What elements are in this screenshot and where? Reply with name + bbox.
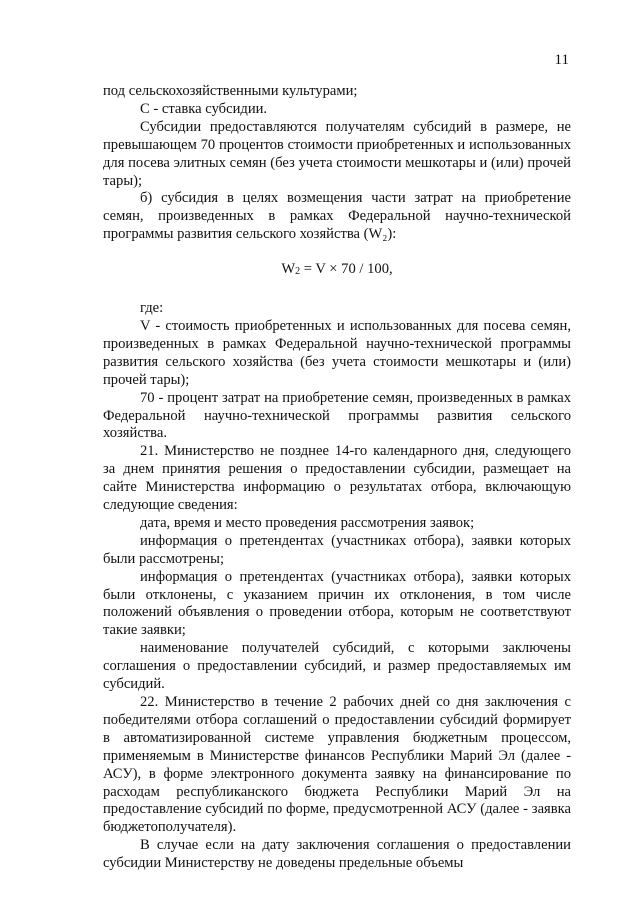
paragraph-v-definition: V - стоимость приобретенных и использованных для посева семян, произведенных в рамках Федеральной научно-технической программы развития сельского хозяйства (без учета стоимости мешкотары и (или) прочей тары); (103, 317, 571, 388)
paragraph-recipients: наименование получателей субсидий, с которыми заключены соглашения о предоставлении субсидий, и размер предоставляемых им субсидий. (103, 640, 571, 693)
paragraph-section-21: 21. Министерство не позднее 14-го календарного дня, следующего за днем принятия решения о предоставлении субсидии, размещает на сайте Министерства информацию о результатах отбора, включающую следующие сведения: (103, 443, 571, 514)
paragraph-subsidy-limit: Субсидии предоставляются получателям субсидий в размере, не превышающем 70 процентов стоимости приобретенных и использованных для посева элитных семян (без учета стоимости мешкотары и (или) прочей тары); (103, 118, 571, 189)
paragraph-where: где: (140, 300, 164, 317)
formula-subscript: 2 (295, 266, 301, 278)
formula-w2 (103, 261, 571, 281)
page-number: 11 (554, 52, 569, 68)
formula-lhs: W (281, 261, 296, 278)
paragraph-rate-definition: С - ставка субсидии. (140, 100, 268, 117)
paragraph-date-time-place: дата, время и место проведения рассмотрения заявок; (140, 514, 475, 531)
paragraph-case-limits: В случае если на дату заключения соглашения о предоставлении субсидии Министерству не доведены предельные объемы (103, 837, 571, 872)
formula-rhs: = V × 70 / 100, (300, 261, 393, 278)
paragraph-rejected-applicants: информация о претендентах (участниках отбора), заявки которых были отклонены, с указанием причин их отклонения, в том числе положений объявления о проведении отбора, которым не соответствуют такие заявки; (103, 568, 571, 639)
paragraph-crops: под сельскохозяйственными культурами; (103, 83, 358, 99)
paragraph-70-definition: 70 - процент затрат на приобретение семян, произведенных в рамках Федеральной научно-технической программы развития сельского хозяйства. (103, 389, 571, 442)
paragraph-item-b: б) субсидия в целях возмещения части затрат на приобретение семян, произведенных в рамках Федеральной научно-технической программы развития сельского хозяйства (W₂): (103, 190, 571, 243)
document-body (103, 83, 571, 873)
paragraph-reviewed-applicants: информация о претендентах (участниках отбора), заявки которых были рассмотрены; (103, 532, 571, 567)
paragraph-section-22: 22. Министерство в течение 2 рабочих дней со дня заключения с победителями отбора соглашений о предоставлении субсидий формирует в автоматизированной системе управления бюджетным процессом, применяемым в Министерстве финансов Республики Марий Эл (далее - АСУ), в форме электронного документа заявку на финансирование по расходам республиканского бюджета Республики Марий Эл на предоставление субсидий по форме, предусмотренной АСУ (далее - заявка бюджетополучателя). (103, 694, 571, 836)
